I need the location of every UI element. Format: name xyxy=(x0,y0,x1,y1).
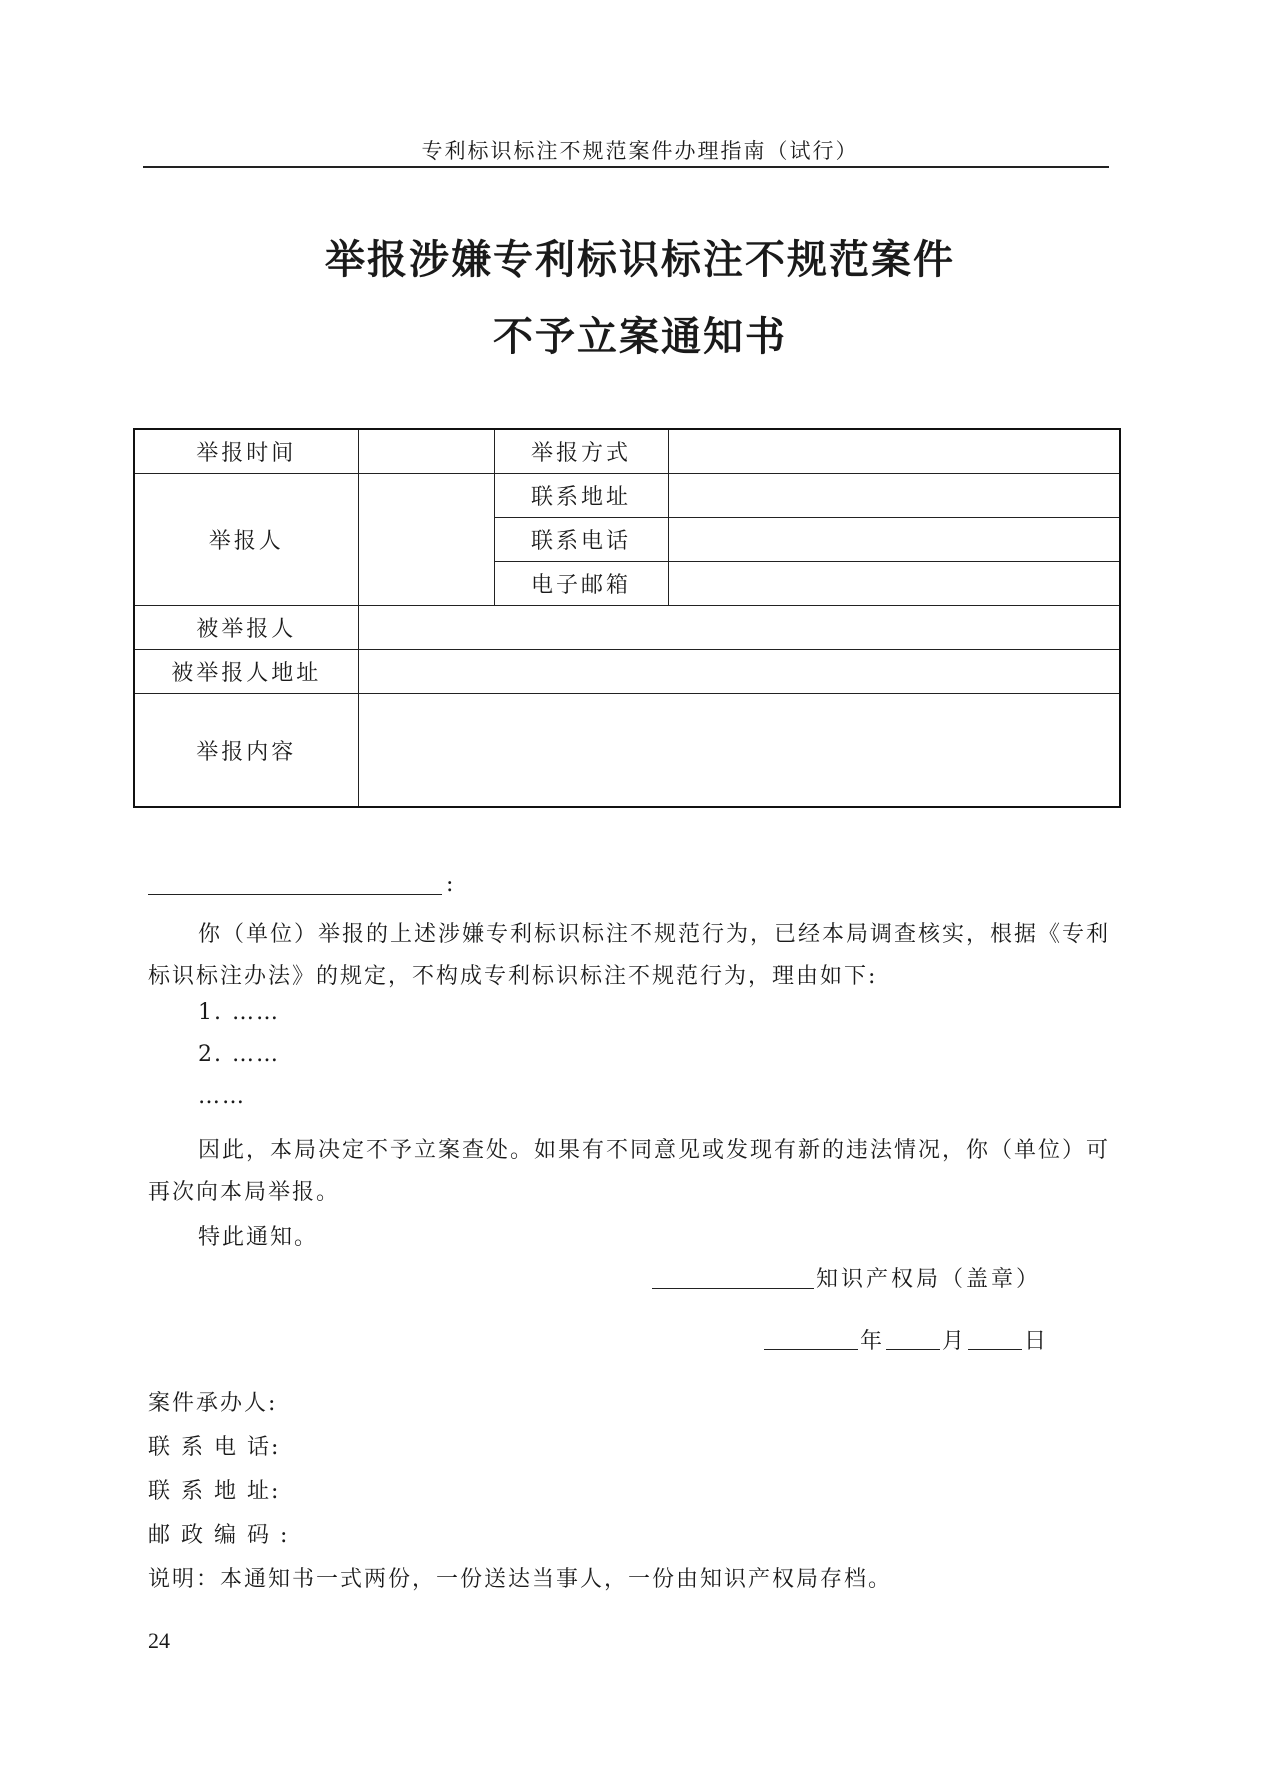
document-title-line1: 举报涉嫌专利标识标注不规范案件 xyxy=(325,236,955,283)
reason-item-more: …… xyxy=(198,1084,246,1109)
reported-party-label: 被举报人 xyxy=(134,606,358,650)
contact-phone-value[interactable] xyxy=(668,518,1120,562)
reported-party-value[interactable] xyxy=(358,606,1120,650)
day-blank[interactable] xyxy=(968,1349,1022,1350)
email-label: 电子邮箱 xyxy=(494,562,668,606)
reason-item-1: 1. …… xyxy=(198,1000,280,1025)
reporter-label: 举报人 xyxy=(134,474,358,606)
year-blank[interactable] xyxy=(764,1349,858,1350)
document-title-line2: 不予立案通知书 xyxy=(493,313,787,360)
salutation-blank-line[interactable] xyxy=(148,894,442,895)
postcode-label: 邮 政 编 码 : xyxy=(148,1523,290,1548)
report-time-label: 举报时间 xyxy=(134,429,358,474)
year-label: 年 xyxy=(860,1329,886,1354)
table-row xyxy=(134,694,1120,808)
table-row xyxy=(134,429,1120,474)
office-name-blank[interactable] xyxy=(652,1288,814,1289)
report-content-label: 举报内容 xyxy=(134,694,358,808)
report-method-label: 举报方式 xyxy=(494,429,668,474)
closing-text: 特此通知。 xyxy=(198,1225,319,1250)
body-paragraph-2: 因此，本局决定不予立案查处。如果有不同意见或发现有新的违法情况，你（单位）可再次向本局举报。 xyxy=(148,1138,1111,1205)
running-header: 专利标识标注不规范案件办理指南（试行） xyxy=(421,139,859,163)
contact-phone-label-footer: 联 系 电 话: xyxy=(148,1435,281,1460)
contact-address-label: 联系地址 xyxy=(494,474,668,518)
table-row xyxy=(134,474,1120,518)
month-blank[interactable] xyxy=(886,1349,940,1350)
report-content-value[interactable] xyxy=(358,694,1120,808)
explanatory-note: 说明：本通知书一式两份，一份送达当事人，一份由知识产权局存档。 xyxy=(148,1567,893,1592)
contact-phone-label: 联系电话 xyxy=(494,518,668,562)
contact-address-label-footer: 联 系 地 址: xyxy=(148,1479,281,1504)
report-time-value[interactable] xyxy=(358,429,494,474)
reporter-value[interactable] xyxy=(358,474,494,606)
report-info-table xyxy=(133,428,1121,808)
day-label: 日 xyxy=(1024,1329,1050,1354)
reported-party-address-label: 被举报人地址 xyxy=(134,650,358,694)
table-row xyxy=(134,650,1120,694)
header-rule xyxy=(143,166,1109,168)
case-handler-label: 案件承办人: xyxy=(148,1391,278,1416)
email-value[interactable] xyxy=(668,562,1120,606)
contact-address-value[interactable] xyxy=(668,474,1120,518)
reason-item-2: 2. …… xyxy=(198,1042,280,1067)
month-label: 月 xyxy=(942,1329,968,1354)
page-number: 24 xyxy=(148,1628,170,1653)
report-method-value[interactable] xyxy=(668,429,1120,474)
body-paragraph-1: 你（单位）举报的上述涉嫌专利标识标注不规范行为，已经本局调查核实，根据《专利标识标注办法》的规定，不构成专利标识标注不规范行为，理由如下: xyxy=(148,922,1111,989)
reported-party-address-value[interactable] xyxy=(358,650,1120,694)
salutation-colon: : xyxy=(446,872,454,897)
office-seal-text: 知识产权局（盖章） xyxy=(816,1267,1042,1292)
table-row xyxy=(134,606,1120,650)
